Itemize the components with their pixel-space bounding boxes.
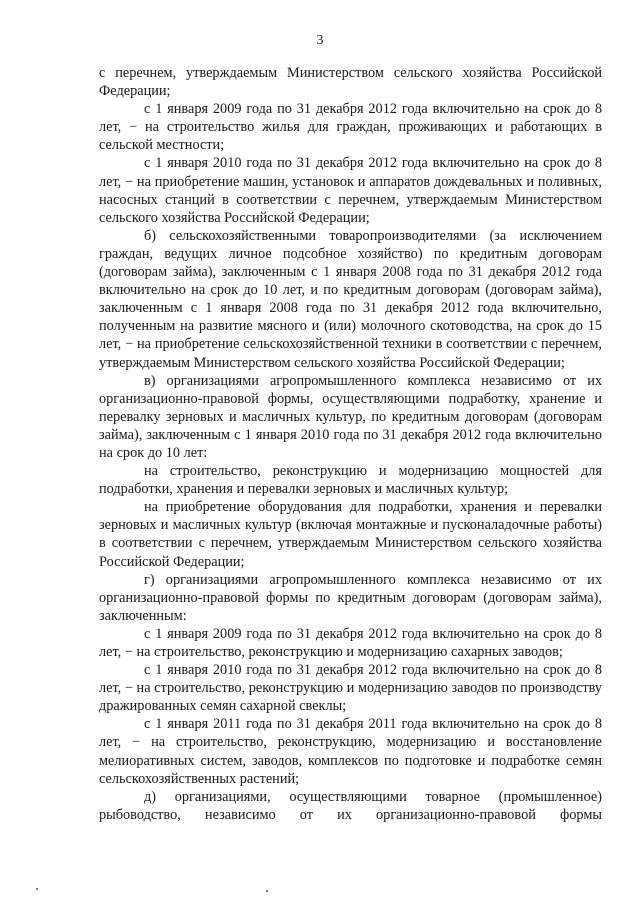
paragraph-12: д) организациями, осуществляющими товарное (промышленное) рыбоводство, независимо от их организационно-правовой формы <box>99 788 602 823</box>
paragraph-5: в) организациями агропромышленного комплекса независимо от их организационно-правовой формы, осуществляющими подработку, хранение и перевалку зерновых и масличных культур, по кредитным договорам (договорам займа), заключенным с 1 января 2010 года по 31 декабря 2012 года включительно на срок до 10 лет: <box>99 372 602 461</box>
paragraph-7: на приобретение оборудования для подработки, хранения и перевалки зерновых и масличных культур (включая монтажные и пусконаладочные работы) в соответствии с перечнем, утверждаемым Министерством сельского хозяйства Российской Федерации; <box>99 499 602 570</box>
page-number: 3 <box>316 33 324 48</box>
paragraph-10: с 1 января 2010 года по 31 декабря 2012 года включительно на срок до 8 лет, − на строительство, реконструкцию и модернизацию заводов по производству дражированных семян сахарной свеклы; <box>99 662 602 715</box>
paragraph-4: б) сельскохозяйственными товаропроизводителями (за исключением граждан, ведущих личное подсобное хозяйство) по кредитным договорам (договорам займа), заключенным с 1 января 2008 года по 31 декабря 2012 года включительно на срок до 10 лет, и по кредитным договорам (договорам займа), заключенным с 1 января 2008 года по 31 декабря 2012 года включительно, полученным на развитие мясного и (или) молочного скотоводства, на срок до 15 лет, − на приобретение сельскохозяйственной техники в соответствии с перечнем, утверждаемым Министерством сельского хозяйства Российской Федерации; <box>99 227 602 371</box>
scan-speck <box>266 890 268 892</box>
paragraph-2: с 1 января 2009 года по 31 декабря 2012 года включительно на срок до 8 лет, − на строительство жилья для граждан, проживающих и работающих в сельской местности; <box>99 101 602 154</box>
document-body <box>99 64 602 824</box>
paragraph-11: с 1 января 2011 года по 31 декабря 2011 года включительно на срок до 8 лет, − на строительство, реконструкцию, модернизацию и восстановление мелиоративных систем, заводов, комплексов по подготовке и подработке семян сельскохозяйственных растений; <box>99 716 602 787</box>
paragraph-3: с 1 января 2010 года по 31 декабря 2012 года включительно на срок до 8 лет, − на приобретение машин, установок и аппаратов дождевальных и поливных, насосных станций в соответствии с перечнем, утверждаемым Министерством сельского хозяйства Российской Федерации; <box>99 155 602 226</box>
paragraph-8: г) организациями агропромышленного комплекса независимо от их организационно-правовой формы по кредитным договорам (договорам займа), заключенным: <box>99 571 602 624</box>
paragraph-6: на строительство, реконструкцию и модернизацию мощностей для подработки, хранения и перевалки зерновых и масличных культур; <box>99 463 602 498</box>
paragraph-9: с 1 января 2009 года по 31 декабря 2012 года включительно на срок до 8 лет, − на строительство, реконструкцию и модернизацию сахарных заводов; <box>99 625 602 660</box>
scan-speck <box>36 888 38 890</box>
paragraph-1: с перечнем, утверждаемым Министерством сельского хозяйства Российской Федерации; <box>99 65 602 100</box>
